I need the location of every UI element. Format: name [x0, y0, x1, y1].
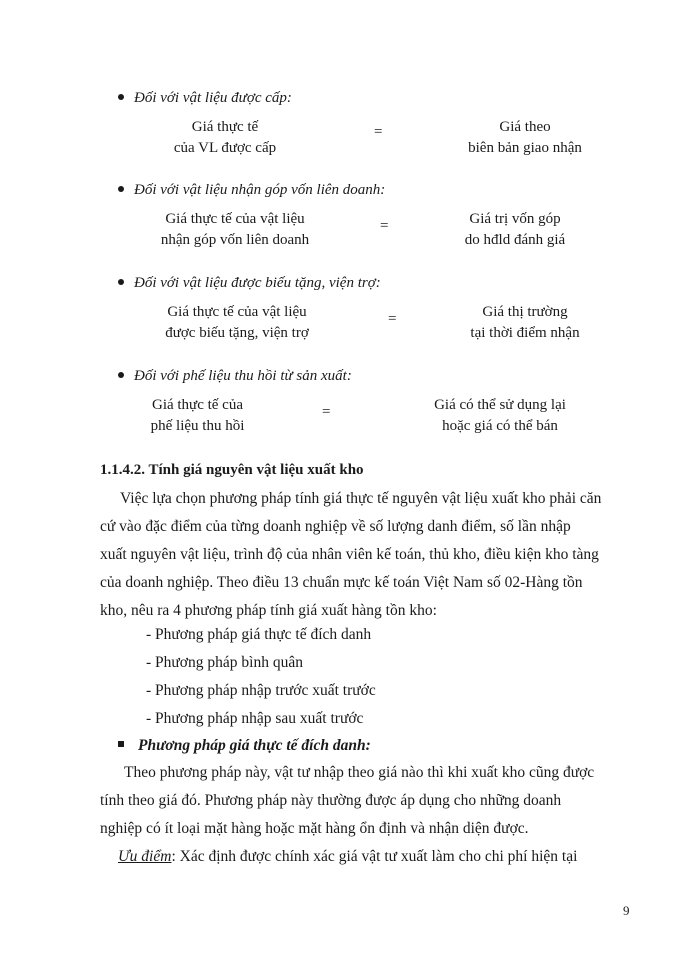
- equals-sign-2: =: [380, 218, 389, 234]
- bullet-icon: [118, 279, 124, 285]
- method-heading: Phương pháp giá thực tế đích danh:: [118, 737, 371, 755]
- paragraph-line: xuất nguyên vật liệu, trình độ của nhân viên kế toán, thủ kho, điều kiện kho tàng: [100, 546, 599, 563]
- formula-left-2: Giá thực tế của vật liệu nhận góp vốn liên doanh: [160, 211, 310, 248]
- formula-left-1: Giá thực tế của VL được cấp: [173, 119, 277, 156]
- formula-right-3: Giá thị trường tại thời điểm nhận: [470, 304, 580, 341]
- formula-right-2: Giá trị vốn góp do hđld đánh giá: [464, 211, 566, 248]
- paragraph-line: của doanh nghiệp. Theo điều 13 chuẩn mực kế toán Việt Nam số 02-Hàng tồn: [100, 574, 583, 591]
- formula-right-4: Giá có thể sử dụng lại hoặc giá có thể bán: [434, 397, 566, 434]
- formula-left-3: Giá thực tế của vật liệu được biếu tặng, viện trợ: [165, 304, 309, 341]
- bullet-icon: [118, 372, 124, 378]
- advantage-label: Ưu điểm: [118, 848, 172, 865]
- paragraph-line: nghiệp có ít loại mặt hàng hoặc mặt hàng ổn định và nhận diện được.: [100, 820, 529, 837]
- equals-sign-4: =: [322, 404, 331, 420]
- method-list-item: - Phương pháp nhập trước xuất trước: [146, 682, 376, 699]
- equals-sign-3: =: [388, 311, 397, 327]
- method-list-item: - Phương pháp bình quân: [146, 654, 303, 671]
- advantage-text: : Xác định được chính xác giá vật tư xuất làm cho chi phí hiện tại: [171, 848, 578, 865]
- page-number: 9: [623, 903, 630, 918]
- bullet-icon: [118, 94, 124, 100]
- square-bullet-icon: [118, 741, 124, 747]
- equals-sign-1: =: [374, 124, 383, 140]
- section-heading: 1.1.4.2. Tính giá nguyên vật liệu xuất kho: [100, 462, 364, 478]
- paragraph-line: kho, nêu ra 4 phương pháp tính giá xuất hàng tồn kho:: [100, 602, 437, 619]
- formula-right-1: Giá theo biên bản giao nhận: [468, 119, 582, 156]
- paragraph-line: Theo phương pháp này, vật tư nhập theo giá nào thì khi xuất kho cũng được: [124, 764, 595, 781]
- formula-heading-4: Đối với phế liệu thu hồi từ sản xuất:: [118, 368, 352, 385]
- formula-heading-2: Đối với vật liệu nhận góp vốn liên doanh:: [118, 182, 385, 199]
- formula-left-4: Giá thực tế của phế liệu thu hồi: [150, 397, 245, 434]
- paragraph-line: tính theo giá đó. Phương pháp này thường được áp dụng cho những doanh: [100, 792, 562, 809]
- formula-heading-3: Đối với vật liệu được biếu tặng, viện trợ:: [118, 275, 381, 292]
- method-list-item: - Phương pháp nhập sau xuất trước: [146, 710, 364, 727]
- bullet-icon: [118, 186, 124, 192]
- formula-heading-1: Đối với vật liệu được cấp:: [118, 90, 292, 107]
- paragraph-line: cứ vào đặc điểm của từng doanh nghiệp về số lượng danh điểm, số lần nhập: [100, 518, 571, 535]
- paragraph-line: Việc lựa chọn phương pháp tính giá thực tế nguyên vật liệu xuất kho phải căn: [120, 490, 602, 507]
- advantage-line: [118, 848, 577, 866]
- method-list-item: - Phương pháp giá thực tế đích danh: [146, 626, 372, 643]
